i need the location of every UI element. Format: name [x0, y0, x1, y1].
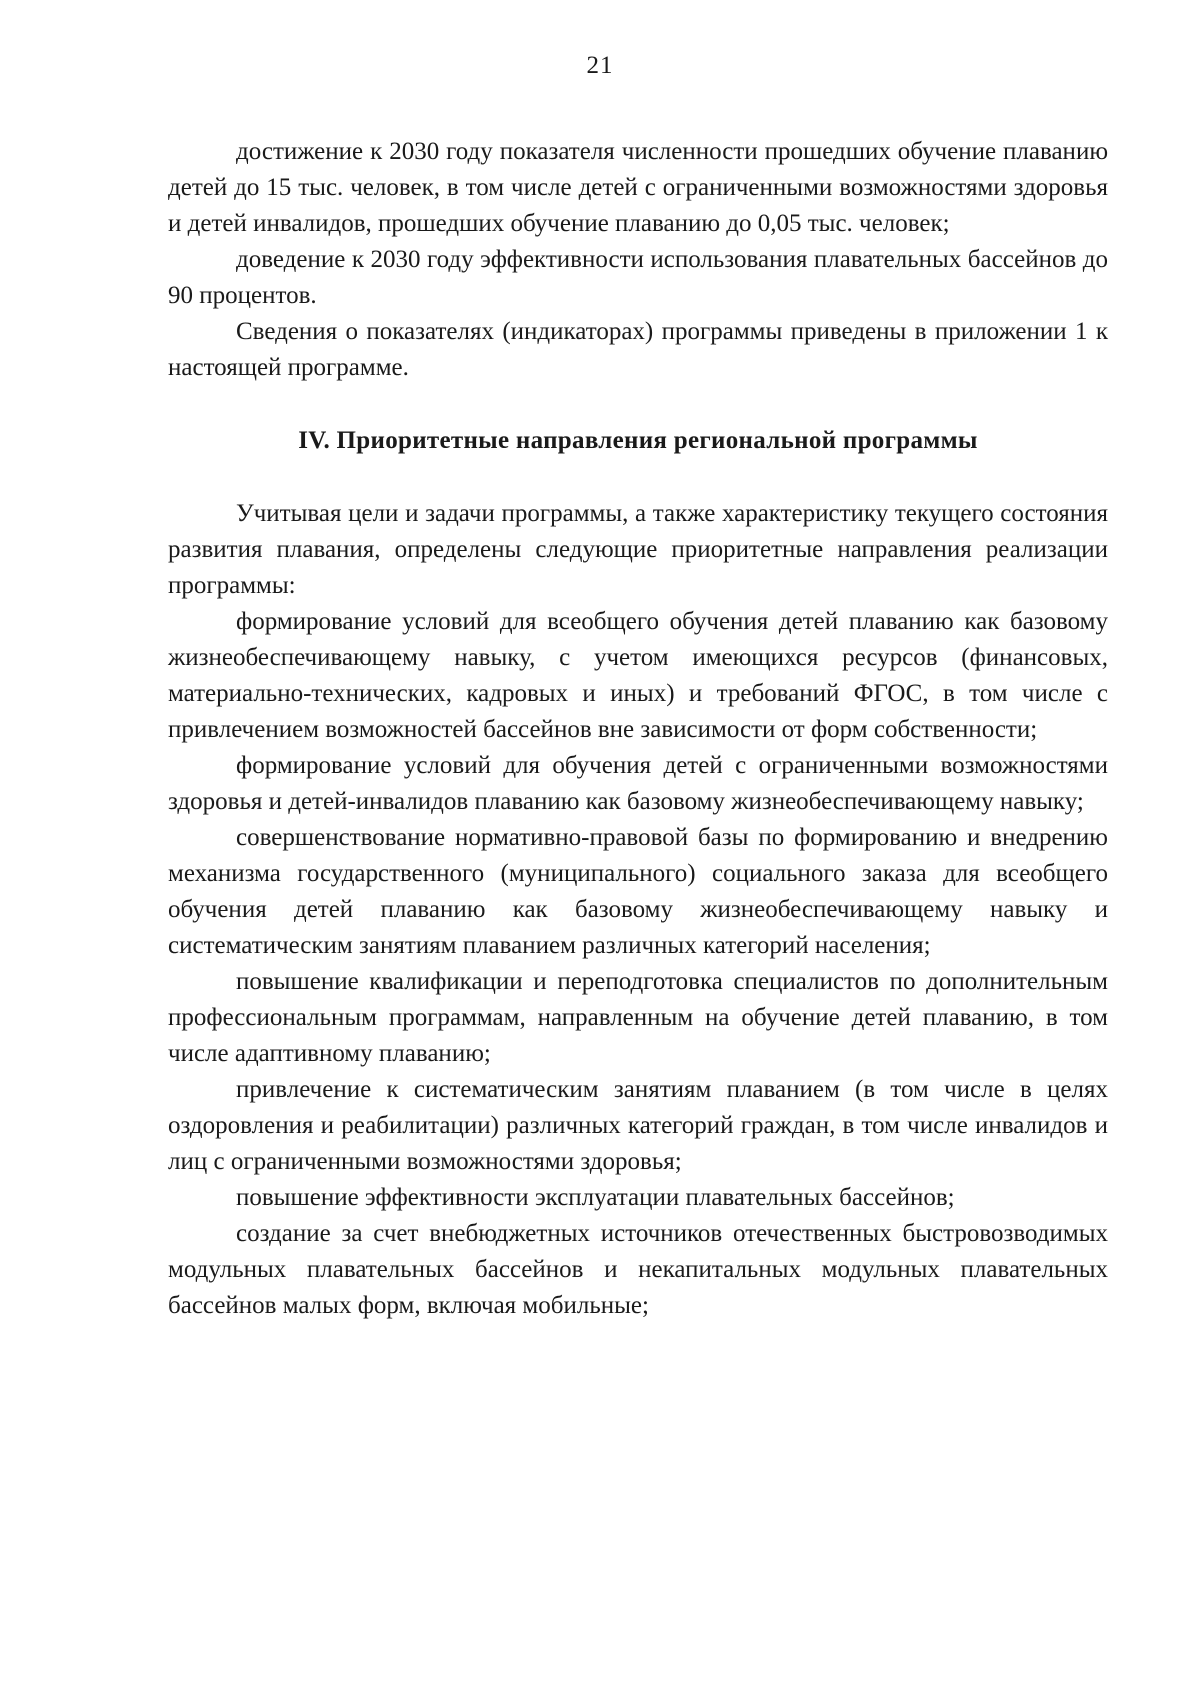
document-body	[168, 134, 1108, 1324]
paragraph: Сведения о показателях (индикаторах) программы приведены в приложении 1 к настоящей программе.	[168, 318, 1108, 381]
list-item: привлечение к систематическим занятиям плаванием (в том числе в целях оздоровления и реабилитации) различных категорий граждан, в том числе инвалидов и лиц с ограниченными возможностями здоровья;	[168, 1076, 1108, 1175]
list-item: повышение квалификации и переподготовка специалистов по дополнительным профессиональным программам, направленным на обучение детей плаванию, в том числе адаптивному плаванию;	[168, 968, 1108, 1067]
list-item: совершенствование нормативно-правовой базы по формированию и внедрению механизма государственного (муниципального) социального заказа для всеобщего обучения детей плаванию как базовому жизнеобеспечивающему навыку и систематическим занятиям плаванием различных категорий населения;	[168, 824, 1108, 959]
list-item: повышение эффективности эксплуатации плавательных бассейнов;	[236, 1184, 955, 1211]
list-item: формирование условий для обучения детей с ограниченными возможностями здоровья и детей-инвалидов плаванию как базовому жизнеобеспечивающему навыку;	[168, 752, 1108, 815]
list-item: создание за счет внебюджетных источников отечественных быстровозводимых модульных плавательных бассейнов и некапитальных модульных плавательных бассейнов малых форм, включая мобильные;	[168, 1220, 1108, 1319]
paragraph: достижение к 2030 году показателя численности прошедших обучение плаванию детей до 15 тыс. человек, в том числе детей с ограниченными возможностями здоровья и детей инвалидов, прошедших обучение плаванию до 0,05 тыс. человек;	[168, 138, 1108, 237]
paragraph: доведение к 2030 году эффективности использования плавательных бассейнов до 90 процентов.	[168, 246, 1108, 309]
page-number: 21	[586, 52, 614, 79]
list-item: формирование условий для всеобщего обучения детей плаванию как базовому жизнеобеспечивающему навыку, с учетом имеющихся ресурсов (финансовых, материально-технических, кадровых и иных) и требований ФГОС, в том числе с привлечением возможностей бассейнов вне зависимости от форм собственности;	[168, 608, 1108, 743]
section-heading: IV. Приоритетные направления региональной программы	[298, 427, 978, 454]
paragraph: Учитывая цели и задачи программы, а также характеристику текущего состояния развития плавания, определены следующие приоритетные направления реализации программы:	[168, 500, 1108, 599]
